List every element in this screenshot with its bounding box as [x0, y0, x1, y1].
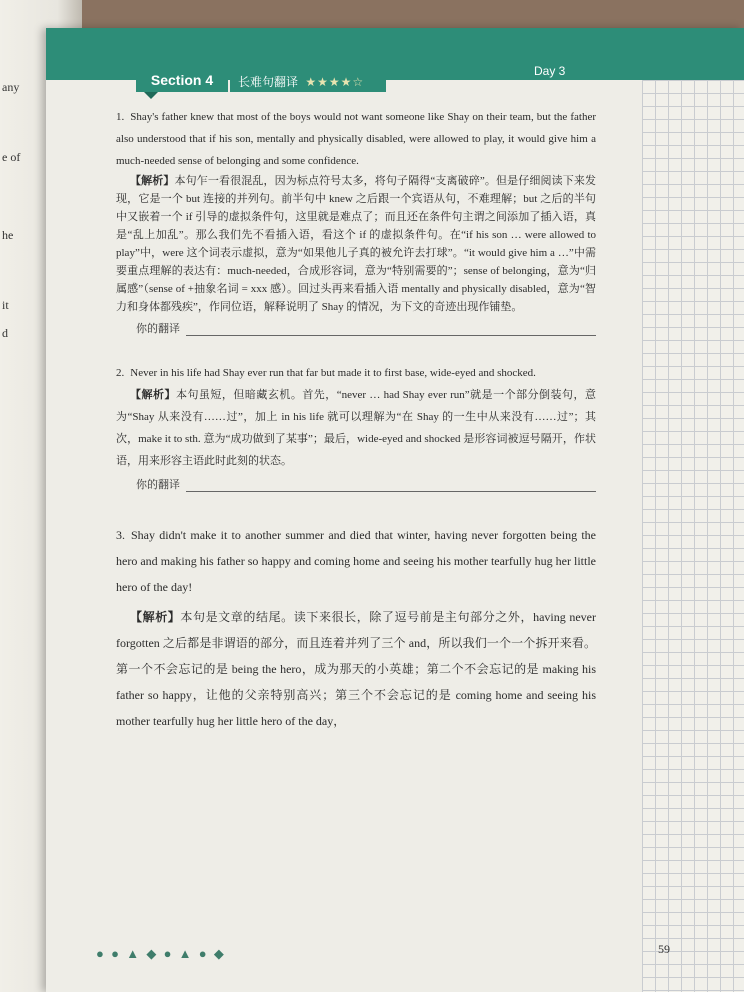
- section-title: 长难句翻译: [238, 75, 299, 89]
- analysis: [116, 172, 596, 316]
- analysis: [116, 384, 596, 472]
- analysis-label: 【解析】: [130, 389, 176, 401]
- sentence: [116, 522, 596, 600]
- analysis-text: 本句乍一看很混乱，因为标点符号太多，将句子隔得“支离破碎”。但是仔细阅读下来发现，它是一个 but 连接的并列句。前半句中 knew 之后跟一个宾语从句，不难理解；but 之后的半句中又嵌着一个 if 引导的虚拟条件句，这里就是难点了；而且还在条件句主谓之间添加了插入语，真是“乱上加乱”。那么我们先不看插入语，看这个 if 的虚拟条件句。在“if his son … were allowed to play”中，were 这个词表示虚拟，意为“如果他儿子真的被允许去打球”。“it would give him a …”中需要重点理解的表达有：much-needed，合成形容词，意为“特别需要的”；sense of belonging，意为“归属感”（sense of +抽象名词 = xxx 感）。回过头再来看插入语 mentally and physically disabled，意为“智力和身体都残疾”，作同位语，解释说明了 Shay 的情况，为下文的奇迹出现作铺垫。: [116, 175, 596, 313]
- prev-page-fragment: e of: [2, 150, 21, 164]
- item-number: 2.: [116, 367, 125, 379]
- translation-label: 你的翻译: [136, 323, 180, 335]
- translation-field[interactable]: [136, 476, 596, 492]
- item-2: [116, 362, 596, 492]
- content: [116, 106, 596, 734]
- note-grid: [642, 80, 744, 992]
- footer-decoration-icon: ● ● ▲ ◆ ● ▲ ● ◆: [96, 946, 226, 961]
- sentence: [116, 362, 596, 384]
- analysis-text: 本句是文章的结尾。读下来很长，除了逗号前是主句部分之外，having never forgotten 之后都是非谓语的部分，而且连着并列了三个 and，所以我们一个一个拆开来看。第一个不会忘记的是 being the hero，成为那天的小英雄；第二个不会忘记的是 making his father so happy，让他的父亲特别高兴；第三个不会忘记的是 coming home and seeing his mother tearfully hug her little hero of the day，: [116, 610, 596, 728]
- item-3: [116, 522, 596, 734]
- sentence-text: Shay's father knew that most of the boys would not want someone like Shay on their team, but the father also understood that if his son, mentally and physically disabled, were allowed to play, it would give him a much-needed sense of belonging and some confidence.: [116, 111, 596, 167]
- analysis-text: 本句虽短，但暗藏玄机。首先，“never … had Shay ever run”就是一个部分倒装句，意为“Shay 从来没有……过”，加上 in his life 就可以理解为“在 Shay 的一生中从来没有……过”；其次，make it to sth. 意为“成功做到了某事”；最后，wide-eyed and shocked 是形容词被逗号隔开，作状语，用来形容主语此时此刻的状态。: [116, 389, 596, 467]
- analysis-label: 【解析】: [130, 175, 175, 187]
- item-1: [116, 106, 596, 336]
- prev-page-fragment: it: [2, 298, 9, 312]
- translation-label: 你的翻译: [136, 479, 180, 491]
- section-title-box: [230, 72, 386, 92]
- item-number: 3.: [116, 528, 125, 542]
- analysis-label: 【解析】: [130, 610, 181, 624]
- translation-field[interactable]: [136, 320, 596, 336]
- book-page: [46, 28, 744, 992]
- section-label: Section 4: [136, 68, 228, 92]
- prev-page-fragment: he: [2, 228, 14, 242]
- day-label: Day 3: [534, 64, 566, 78]
- prev-page-fragment: d: [2, 326, 8, 340]
- page-number: 59: [658, 942, 670, 956]
- sentence-text: Never in his life had Shay ever run that far but made it to first base, wide-eyed and shocked.: [130, 367, 536, 379]
- item-number: 1.: [116, 111, 125, 123]
- translation-line[interactable]: [186, 481, 596, 492]
- prev-page-fragment: any: [2, 80, 20, 94]
- analysis: [116, 604, 596, 734]
- translation-line[interactable]: [186, 325, 596, 336]
- difficulty-stars: ★★★★☆: [305, 75, 365, 89]
- sentence-text: Shay didn't make it to another summer and died that winter, having never forgotten being the hero and making his father so happy and coming home and seeing his mother tearfully hug her little hero of the day!: [116, 528, 596, 594]
- sentence: [116, 106, 596, 172]
